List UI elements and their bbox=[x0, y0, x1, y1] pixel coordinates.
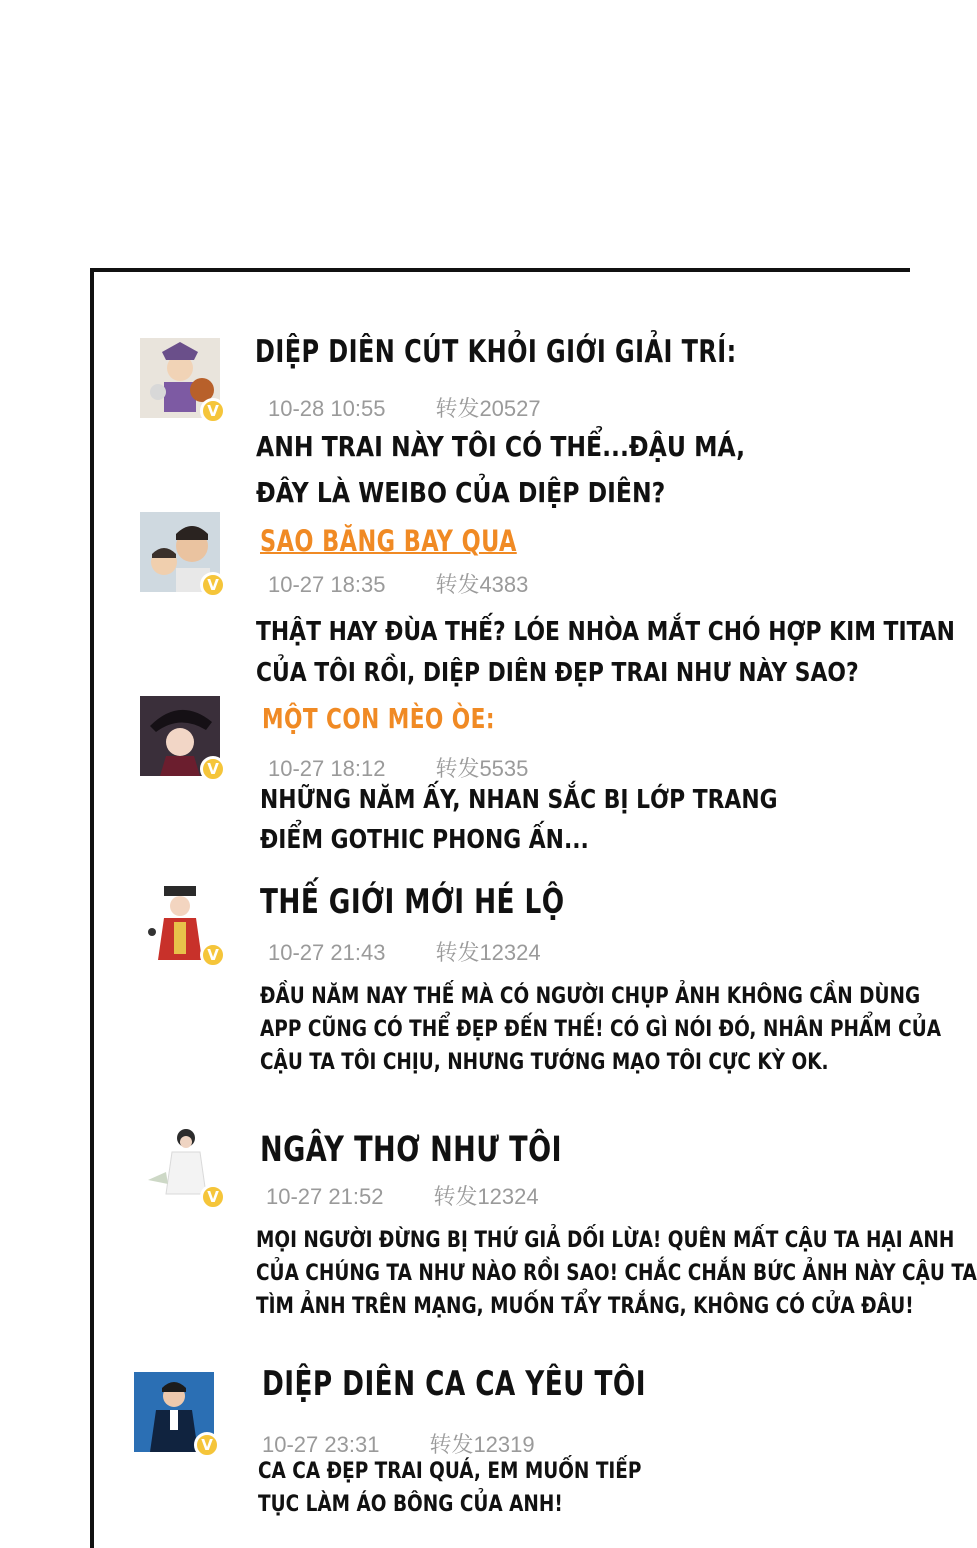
comment-line: THẬT HAY ĐÙA THẾ? LÓE NHÒA MẮT CHÓ HỢP KIM TITAN bbox=[256, 617, 955, 647]
comment-meta bbox=[268, 936, 541, 967]
comment-line: MỌI NGƯỜI ĐỪNG BỊ THỨ GIẢ DỐI LỪA! QUÊN MẤT CẬU TA HẠI ANH bbox=[256, 1228, 955, 1253]
comment-time: 10-27 18:35 bbox=[268, 572, 386, 597]
comment-time: 10-27 21:52 bbox=[266, 1184, 384, 1209]
comment-line: NHỮNG NĂM ẤY, NHAN SẮC BỊ LỚP TRANG bbox=[260, 785, 778, 815]
comment-line: ĐIỂM GOTHIC PHONG ẤN... bbox=[260, 825, 589, 855]
verified-badge-icon: V bbox=[194, 1432, 220, 1458]
commenter-name[interactable]: DIỆP DIÊN CÚT KHỎI GIỚI GIẢI TRÍ: bbox=[255, 334, 737, 370]
repost-count[interactable]: 转发12324 bbox=[435, 940, 541, 965]
comment-meta bbox=[266, 1180, 539, 1211]
comment-text bbox=[256, 1224, 977, 1323]
comment-text bbox=[258, 1455, 641, 1521]
repost-count[interactable]: 转发12319 bbox=[429, 1432, 535, 1457]
comment-text bbox=[256, 612, 955, 694]
comment-line: ĐÂY LÀ WEIBO CỦA DIỆP DIÊN? bbox=[256, 476, 666, 509]
comment-time: 10-27 23:31 bbox=[262, 1432, 380, 1457]
verified-badge-icon: V bbox=[200, 942, 226, 968]
repost-count[interactable]: 转发20527 bbox=[435, 396, 541, 421]
verified-badge-icon: V bbox=[200, 756, 226, 782]
comment-line: CA CA ĐẸP TRAI QUÁ, EM MUỐN TIẾP bbox=[258, 1459, 642, 1484]
comment-time: 10-28 10:55 bbox=[268, 396, 386, 421]
avatar[interactable] bbox=[140, 338, 220, 418]
comment-text bbox=[260, 980, 941, 1079]
commenter-name[interactable]: NGÂY THƠ NHƯ TÔI bbox=[260, 1130, 563, 1170]
avatar[interactable] bbox=[134, 1372, 214, 1452]
verified-badge-icon: V bbox=[200, 572, 226, 598]
commenter-name[interactable]: THẾ GIỚI MỚI HÉ LỘ bbox=[260, 882, 565, 922]
comment-line: CỦA CHÚNG TA NHƯ NÀO RỒI SAO! CHẮC CHẮN BỨC ẢNH NÀY CẬU TA bbox=[256, 1261, 977, 1286]
comment-text bbox=[256, 424, 745, 516]
comment-meta bbox=[268, 392, 541, 423]
repost-count[interactable]: 转发12324 bbox=[433, 1184, 539, 1209]
verified-badge-icon: V bbox=[200, 1184, 226, 1210]
comment-line: ANH TRAI NÀY TÔI CÓ THỂ...ĐẬU MÁ, bbox=[256, 430, 746, 463]
comment-line: CẬU TA TÔI CHỊU, NHƯNG TƯỚNG MẠO TÔI CỰC KỲ OK. bbox=[260, 1050, 829, 1075]
comment-line: ĐẦU NĂM NAY THẾ MÀ CÓ NGƯỜI CHỤP ẢNH KHÔNG CẦN DÙNG bbox=[260, 984, 921, 1009]
comment-time: 10-27 21:43 bbox=[268, 940, 386, 965]
commenter-name[interactable]: DIỆP DIÊN CA CA YÊU TÔI bbox=[262, 1364, 646, 1404]
comment-meta bbox=[268, 568, 528, 599]
commenter-name[interactable]: SAO BĂNG BAY QUA bbox=[260, 524, 517, 558]
comment-meta bbox=[268, 752, 528, 783]
avatar[interactable] bbox=[140, 696, 220, 776]
comment-line: APP CŨNG CÓ THỂ ĐẸP ĐẾN THẾ! CÓ GÌ NÓI ĐÓ, NHÂN PHẨM CỦA bbox=[260, 1017, 942, 1042]
avatar[interactable] bbox=[140, 1124, 220, 1204]
commenter-name[interactable]: MỘT CON MÈO ÒE: bbox=[262, 702, 495, 735]
avatar[interactable] bbox=[140, 882, 220, 962]
comment-text bbox=[260, 780, 778, 860]
verified-badge-icon: V bbox=[200, 398, 226, 424]
comment-time: 10-27 18:12 bbox=[268, 756, 386, 781]
avatar[interactable] bbox=[140, 512, 220, 592]
comment-line: TÌM ẢNH TRÊN MẠNG, MUỐN TẨY TRẮNG, KHÔNG CÓ CỬA ĐÂU! bbox=[256, 1294, 914, 1319]
repost-count[interactable]: 转发4383 bbox=[435, 572, 529, 597]
comment-line: CỦA TÔI RỒI, DIỆP DIÊN ĐẸP TRAI NHƯ NÀY SAO? bbox=[256, 658, 859, 688]
repost-count[interactable]: 转发5535 bbox=[435, 756, 529, 781]
comment-line: TỤC LÀM ÁO BÔNG CỦA ANH! bbox=[258, 1492, 563, 1517]
